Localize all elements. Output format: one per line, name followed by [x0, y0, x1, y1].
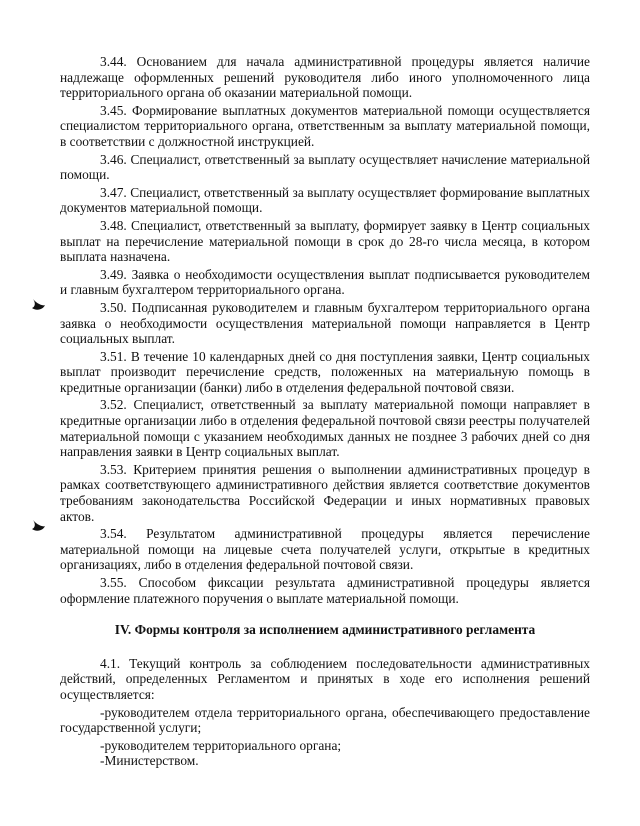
paragraph-3-54: 3.54. Результатом административной процедуры является перечисление материальной помощи на лицевые счета получателей услуги, открытые в кредитных организациях, либо в отделения федеральной почтовой связи. [60, 526, 590, 573]
bullet-item: -руководителем отдела территориального органа, обеспечивающего предоставление государственной услуги; [60, 704, 590, 736]
crescent-mark-icon [30, 517, 46, 535]
paragraph-3-53: 3.53. Критерием принятия решения о выполнении административных процедур в рамках соответствующего административного действия является соответствие документов требованиям законодательства Российской Федерации и иных нормативных правовых актов. [60, 461, 590, 524]
paragraph-3-50: 3.50. Подписанная руководителем и главным бухгалтером территориального органа заявка о необходимости осуществления материальной помощи направляется в Центр социальных выплат. [60, 299, 590, 347]
paragraph-3-49: 3.49. Заявка о необходимости осуществления выплат подписывается руководителем и главным бухгалтером территориального органа. [60, 266, 590, 298]
document-page [60, 54, 590, 769]
paragraph-3-51: 3.51. В течение 10 календарных дней со дня поступления заявки, Центр социальных выплат производит перечисление средств, положенных на материальную помощь в кредитные организации (банки) либо в отделения федеральной почтовой связи. [60, 348, 590, 395]
paragraph-3-47: 3.47. Специалист, ответственный за выплату осуществляет формирование выплатных документов материальной помощи. [60, 184, 590, 216]
paragraph-3-46: 3.46. Специалист, ответственный за выплату осуществляет начисление материальной помощи. [60, 151, 590, 183]
bullet-item: -Министерством. [100, 753, 199, 769]
bullet-item: -руководителем территориального органа; [100, 737, 342, 753]
paragraph-3-55: 3.55. Способом фиксации результата административной процедуры является оформление платежного поручения о выплате материальной помощи. [60, 575, 590, 606]
paragraph-3-44: 3.44. Основанием для начала административной процедуры является наличие надлежаще оформленных решений руководителя либо иного уполномоченного лица территориального органа об оказании материальной помощи. [60, 54, 590, 101]
paragraph-3-48: 3.48. Специалист, ответственный за выплату, формирует заявку в Центр социальных выплат на перечисление материальной помощи в срок до 28-го числа месяца, в котором выплата назначена. [60, 217, 590, 265]
margin-punch-mark-upper [30, 296, 46, 314]
paragraph-3-45: 3.45. Формирование выплатных документов материальной помощи осуществляется специалистом территориального органа, ответственным за выплату материальной помощи, в соответствии с должностной инструкцией. [60, 102, 590, 149]
margin-punch-mark-lower [30, 517, 46, 535]
crescent-mark-icon [30, 296, 46, 314]
paragraph-3-52: 3.52. Специалист, ответственный за выплату материальной помощи направляет в кредитные организации либо в отделения федеральной почтовой связи реестры получателей материальной помощи с указанием необходимых данных не позднее 3 рабочих дней со дня направления заявки в Центр социальных выплат. [60, 397, 590, 460]
section-heading: IV. Формы контроля за исполнением административного регламента [114, 622, 536, 638]
paragraph-4-1: 4.1. Текущий контроль за соблюдением последовательности административных действий, определенных Регламентом и принятых в ходе его исполнения решений осуществляется: [60, 655, 590, 702]
